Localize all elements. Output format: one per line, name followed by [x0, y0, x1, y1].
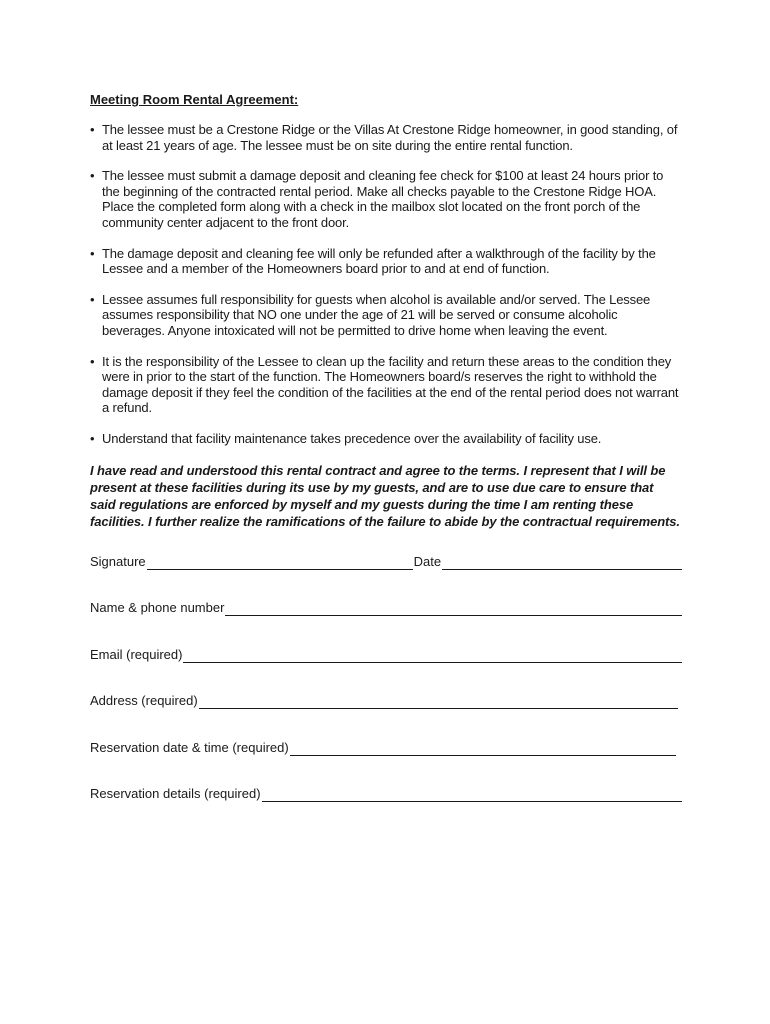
page-title: Meeting Room Rental Agreement:: [90, 92, 299, 107]
bullet-icon: •: [90, 168, 95, 184]
form-fields: [90, 554, 682, 803]
date-label: Date: [413, 553, 442, 569]
term-text: The lessee must submit a damage deposit and cleaning fee check for $100 at least 24 hours prior to the beginning of the contracted rental period. Make all checks payable to the Crestone Ridge HOA. Place the completed form along with a check in the mailbox slot located on the front porch of the community center adjacent to the front door.: [102, 168, 664, 230]
reservation-datetime-row: [90, 740, 682, 756]
signature-date-row: [90, 554, 682, 570]
email-row: [90, 647, 682, 663]
term-text: Understand that facility maintenance takes precedence over the availability of facility use.: [102, 430, 602, 446]
reservation-details-field[interactable]: [262, 789, 682, 802]
reservation-datetime-label: Reservation date & time (required): [90, 739, 289, 755]
bullet-icon: •: [90, 245, 95, 261]
bullet-icon: •: [90, 430, 95, 446]
reservation-datetime-field[interactable]: [290, 743, 676, 756]
terms-list: [90, 122, 682, 447]
email-label: Email (required): [90, 646, 183, 662]
term-text: The lessee must be a Crestone Ridge or the Villas At Crestone Ridge homeowner, in good standing, of at least 21 years of age. The lessee must be on site during the entire rental function.: [102, 122, 678, 153]
date-field[interactable]: [442, 557, 682, 570]
name-phone-row: [90, 600, 682, 616]
term-text: It is the responsibility of the Lessee to clean up the facility and return these areas to the condition they were in prior to the start of the function. The Homeowners board/s reserves the right to withhold the damage deposit if they feel the condition of the facilities at the end of the rental period does not warrant a refund.: [102, 353, 679, 416]
list-item: [90, 431, 682, 447]
bullet-icon: •: [90, 291, 95, 307]
email-field[interactable]: [183, 650, 682, 663]
list-item: [90, 354, 682, 416]
address-label: Address (required): [90, 693, 198, 708]
address-field[interactable]: [199, 696, 678, 709]
list-item: [90, 168, 682, 230]
term-text: The damage deposit and cleaning fee will only be refunded after a walkthrough of the facility by the Lessee and a member of the Homeowners board prior to and at end of function.: [102, 245, 656, 277]
list-item: [90, 246, 682, 277]
rental-agreement-page: [90, 92, 682, 833]
bullet-icon: •: [90, 122, 95, 137]
bullet-icon: •: [90, 353, 95, 369]
list-item: [90, 122, 682, 153]
list-item: [90, 292, 682, 339]
reservation-details-row: [90, 786, 682, 802]
term-text: Lessee assumes full responsibility for guests when alcohol is available and/or served. The Lessee assumes responsibility that NO one under the age of 21 will be served or consume alcoholic beverages. Anyone intoxicated will not be permitted to drive home when leaving the event.: [102, 291, 651, 338]
name-phone-label: Name & phone number: [90, 600, 225, 615]
name-phone-field[interactable]: [225, 603, 682, 616]
signature-label: Signature: [90, 553, 146, 569]
address-row: [90, 693, 682, 709]
signature-field[interactable]: [147, 557, 413, 570]
acknowledgement-statement: I have read and understood this rental contract and agree to the terms. I represent that I will be present at these facilities during its use by my guests, and are to use due care to ensure that said regulations are enforced by myself and my guests during the time I am renting these facilities. I further realize the ramifications of the failure to abide by the contractual requirements.: [90, 462, 680, 529]
reservation-details-label: Reservation details (required): [90, 786, 261, 801]
